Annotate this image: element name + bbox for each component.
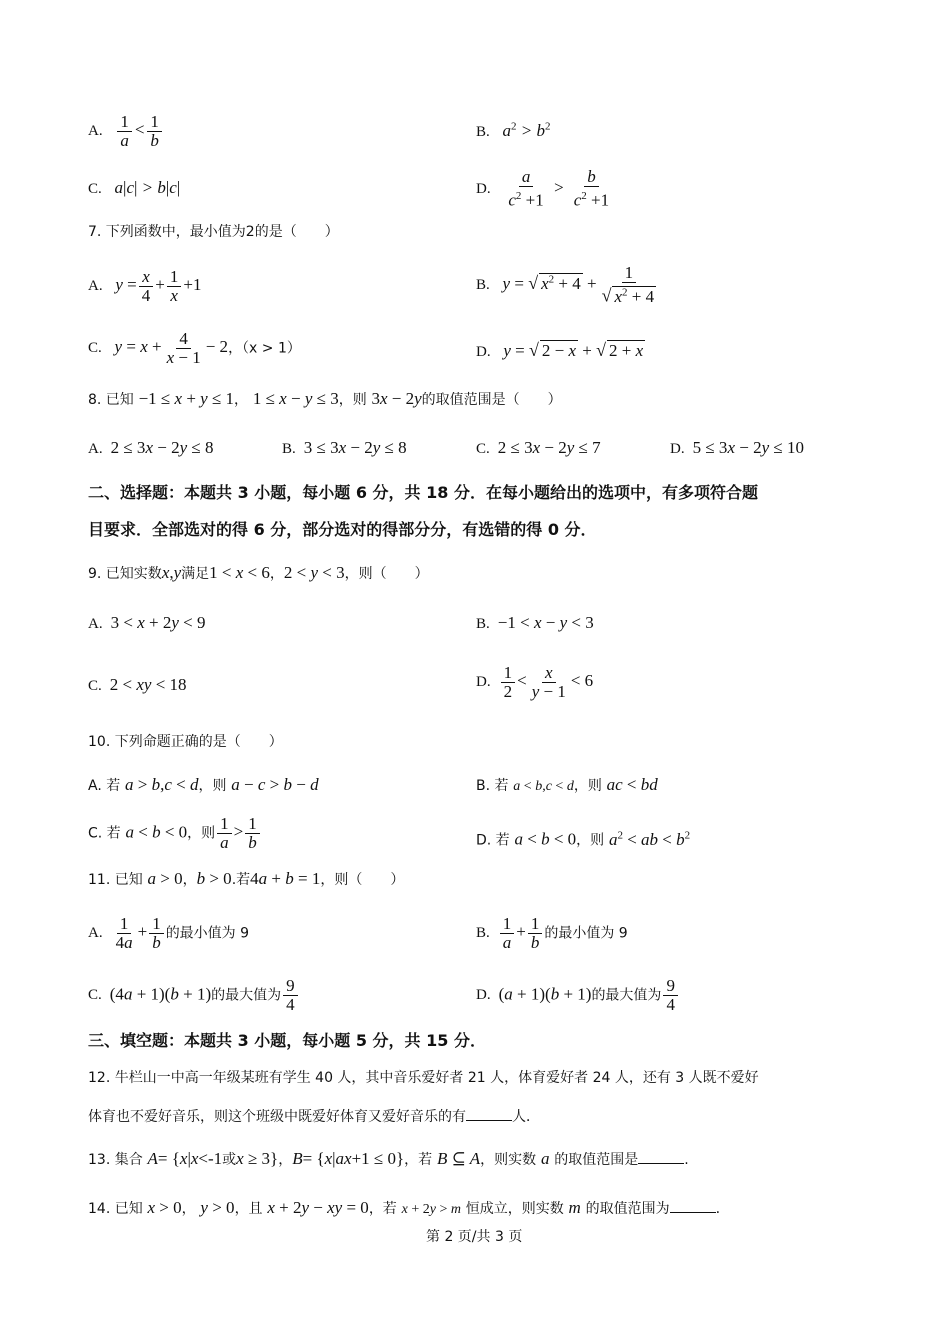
q12-answer-blank[interactable]	[466, 1106, 512, 1121]
q6-option-d: D. $\frac{a}{c^2 +1}$ > $\frac{b}{c^2 +1}$	[476, 167, 610, 210]
q11-stem: 11. 已知 a > 0，b > 0.若4a + b = 1，则（ ）	[88, 869, 405, 888]
q7-option-a: A. y = $\frac{x}{4}$ + $\frac{1}{x}$ +1	[88, 267, 202, 305]
q7-option-b: B. y = √ $x^2 + 4$ + $\frac{1}{√ x^2 + 4}$	[476, 263, 655, 306]
q13-answer-blank[interactable]	[638, 1149, 684, 1164]
q11-option-d: D. (a + 1)(b + 1)的最大值为 $\frac{9}{4}$	[476, 977, 680, 1014]
q13-stem: 13. 集合 A= {x|x<-1或x ≥ 3}，B= {x|ax+1 ≤ 0}，若 B ⊆ A，则实数 a 的取值范围是 .	[88, 1149, 689, 1168]
section2-heading-line1: 二、选择题：本题共 3 小题，每小题 6 分，共 18 分．在每小题给出的选项中，有多项符合题	[88, 483, 758, 502]
q9-option-c: C. 2 < xy < 18	[88, 675, 187, 694]
q8-option-c: C. 2 ≤ 3x − 2y ≤ 7	[476, 438, 601, 457]
section3-heading: 三、填空题：本题共 3 小题，每小题 5 分，共 15 分．	[88, 1031, 486, 1050]
q10-stem: 10. 下列命题正确的是（ ）	[88, 734, 283, 750]
q11-option-b: B. $\frac{1}{a}$ + $\frac{1}{b}$ 的最小值为 9	[476, 914, 628, 952]
q10-option-b: B. 若 a < b,c < d，则 ac < bd	[476, 775, 658, 794]
q12-line2: 体育也不爱好音乐，则这个班级中既爱好体育又爱好音乐的有 人．	[88, 1106, 540, 1128]
q10-option-c: C. 若 a < b < 0，则 $\frac{1}{a}$ > $\frac{1}{b}$	[88, 815, 262, 852]
q6-option-a: A. $\frac{1}{a}$ < $\frac{1}{b}$	[88, 113, 164, 150]
q8-stem: 8. 已知 −1 ≤ x + y ≤ 1， 1 ≤ x − y ≤ 3，则 3x − 2y的取值范围是（ ）	[88, 389, 562, 408]
q8-option-a: A. 2 ≤ 3x − 2y ≤ 8	[88, 438, 214, 457]
q9-stem: 9. 已知实数x,y满足1 < x < 6，2 < y < 3，则（ ）	[88, 563, 429, 582]
q6-option-c: C. a|c| > b|c|	[88, 178, 181, 197]
q8-option-b: B. 3 ≤ 3x − 2y ≤ 8	[282, 438, 407, 457]
q9-option-d: D. $\frac{1}{2}$ < $\frac{x}{y - 1}$ < 6	[476, 663, 594, 701]
q7-option-c: C. y = x + $\frac{4}{x - 1}$ − 2，（x > 1）	[88, 329, 301, 367]
q11-option-c: C. (4a + 1)(b + 1)的最大值为 $\frac{9}{4}$	[88, 977, 300, 1014]
q9-option-b: B. −1 < x − y < 3	[476, 613, 594, 632]
q11-option-a: A. $\frac{1}{4a}$ + $\frac{1}{b}$ 的最小值为 9	[88, 914, 250, 952]
q8-option-d: D. 5 ≤ 3x − 2y ≤ 10	[670, 438, 804, 457]
q10-option-d: D. 若 a < b < 0，则 $a^2$ < ab < $b^2$	[476, 829, 691, 849]
q12-line1: 12. 牛栏山一中高一年级某班有学生 40 人，其中音乐爱好者 21 人，体育爱好者 24 人，还有 3 人既不爱好	[88, 1070, 759, 1086]
section2-heading-line2: 目要求．全部选对的得 6 分，部分选对的得部分分，有选错的得 0 分．	[88, 520, 597, 539]
q6-option-b: B. $a^2 > b^2$	[476, 120, 551, 140]
q10-option-a: A. 若 a > b,c < d，则 a − c > b − d	[88, 775, 319, 794]
q14-answer-blank[interactable]	[670, 1198, 716, 1213]
q7-stem: 7. 下列函数中，最小值为2的是（ ）	[88, 224, 339, 240]
page-footer: 第 2 页/共 3 页	[426, 1229, 523, 1245]
q14-stem: 14. 已知 x > 0， y > 0，且 x + 2y − xy = 0，若 x + 2y > m 恒成立，则实数 m 的取值范围为 .	[88, 1198, 721, 1217]
q9-option-a: A. 3 < x + 2y < 9	[88, 613, 206, 632]
q7-option-d: D. y = √ 2 − x + √ 2 + x	[476, 340, 644, 360]
